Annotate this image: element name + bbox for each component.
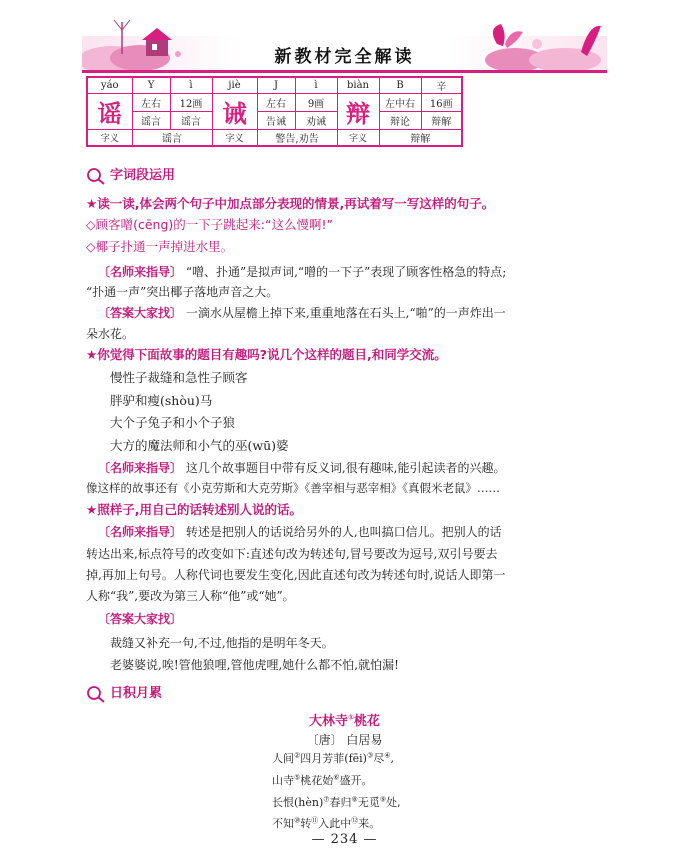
- meaning-cell: 警告,劝告: [257, 130, 337, 147]
- question-1: ★读一读,体会两个句子中加点部分表现的情景,再试着写一写这样的句子。: [86, 196, 495, 211]
- strokes-cell: 16画: [421, 94, 462, 112]
- radical-form-cell: 辛: [421, 77, 462, 94]
- meaning-cell: 辩解: [379, 130, 462, 147]
- section-title-text: 字词段运用: [110, 168, 176, 183]
- guide-text-continued: 人称“我”,要改为第三人称“他”或“她”。: [86, 589, 295, 603]
- pinyin-cell: yáo: [87, 77, 132, 94]
- guide-text-continued: 转达出来,标点符号的改变如下:直述句改为转述句,冒号要改为逗号,双引号要去: [86, 547, 498, 561]
- answer-tag: 〔答案大家找〕: [98, 612, 183, 626]
- book-title: 新教材完全解读: [274, 47, 415, 67]
- character-table: [86, 76, 463, 147]
- answer-paragraph-1: [98, 304, 506, 321]
- character-cell: 谣: [87, 94, 132, 130]
- radical-cell: J: [257, 77, 295, 94]
- answer-sentence: 裁缝又补充一句,不过,他指的是明年冬天。: [110, 636, 334, 650]
- word-cell: 劝诫: [295, 112, 337, 130]
- question-3: ★照样子,用自己的话转述别人说的话。: [86, 502, 302, 517]
- poem-line: 不知⑩转⑪入此中⑫来。: [272, 816, 381, 830]
- story-title: 胖驴和瘦(shòu)马: [110, 393, 213, 408]
- guide-paragraph-1: [98, 263, 506, 280]
- poem-line: 山寺⑤桃花始⑥盛开。: [272, 773, 373, 787]
- meaning-label-cell: 字义: [87, 130, 132, 147]
- guide-text-continued: 像这样的故事还有《小克劳斯和大克劳斯》《善宰相与恶宰相》《真假米老鼠》……: [86, 481, 500, 495]
- radical-cell: Y: [132, 77, 170, 94]
- meaning-label-cell: 字义: [337, 130, 379, 147]
- structure-cell: 左右: [257, 94, 295, 112]
- example-sentence-2: ◇椰子扑通一声掉进水里。: [86, 239, 234, 254]
- guide-text: 转述是把别人的话说给另外的人,也叫搞口信儿。把别人的话: [185, 525, 502, 539]
- structure-cell: 左中右: [379, 94, 421, 112]
- guide-text-continued: 掉,再加上句号。人称代词也要发生变化,因此直述句改为转述句时,说话人即第一: [86, 568, 506, 582]
- magnifier-icon: [86, 685, 106, 703]
- answer-tag: 〔答案大家找〕: [98, 306, 183, 320]
- answer-text: 一滴水从屋檐上掉下来,重重地落在石头上,“啪”的一声炸出一: [185, 306, 506, 320]
- meaning-cell: 谣言: [132, 130, 212, 147]
- word-cell: 告诫: [257, 112, 295, 130]
- story-title: 大方的魔法师和小气的巫(wū)婆: [110, 438, 289, 453]
- character-cell: 辩: [337, 94, 379, 130]
- character-cell: 诫: [212, 94, 257, 130]
- magnifier-icon: [86, 167, 106, 185]
- guide-text: 这几个故事题目中带有反义词,很有趣味,能引起读者的兴趣。: [185, 461, 506, 475]
- strokes-cell: 9画: [295, 94, 337, 112]
- guide-tag: 〔名师来指导〕: [98, 461, 183, 475]
- word-cell: 辩解: [421, 112, 462, 130]
- structure-cell: 左右: [132, 94, 170, 112]
- story-title: 大个子兔子和小个子狼: [110, 415, 236, 430]
- pinyin-cell: jiè: [212, 77, 257, 94]
- question-2: ★你觉得下面故事的题目有趣吗?说几个这样的题目,和同学交流。: [86, 347, 447, 362]
- answer-text-continued: 朵水花。: [86, 327, 135, 341]
- guide-text-continued: “扑通一声”突出椰子落地声音之大。: [86, 285, 279, 299]
- poem-title: 大林寺①桃花: [309, 713, 380, 729]
- radical-form-cell: ì: [295, 77, 337, 94]
- section-heading-daily-accumulation: [86, 682, 162, 703]
- header-rule: [82, 70, 607, 73]
- page-number: — 234 —: [311, 832, 378, 847]
- guide-paragraph-3: [98, 523, 502, 540]
- section-title-text: 日积月累: [110, 686, 163, 701]
- guide-tag: 〔名师来指导〕: [98, 265, 183, 279]
- section-heading-word-usage: [86, 164, 175, 185]
- word-cell: 谣言: [132, 112, 170, 130]
- guide-paragraph-2: [98, 459, 505, 476]
- strokes-cell: 12画: [170, 94, 212, 112]
- word-cell: 辩论: [379, 112, 421, 130]
- footnote-marker: ①: [348, 713, 354, 722]
- example-sentence-1: ◇顾客噌(cēng)的一下子跳起来:“这么慢啊!”: [86, 217, 333, 232]
- page-header: [82, 14, 607, 72]
- word-cell: 谣言: [170, 112, 212, 130]
- poem-line: 人间②四月芳菲(fēi)③尽④,: [272, 751, 395, 765]
- poem-author: 〔唐〕 白居易: [306, 733, 383, 747]
- meaning-label-cell: 字义: [212, 130, 257, 147]
- guide-tag: 〔名师来指导〕: [98, 525, 183, 539]
- pinyin-cell: biàn: [337, 77, 379, 94]
- radical-form-cell: ì: [170, 77, 212, 94]
- answer-sentence: 老婆婆说,唉!管他狼哩,管他虎哩,她什么都不怕,就怕漏!: [110, 658, 399, 672]
- story-title: 慢性子裁缝和急性子顾客: [110, 370, 248, 385]
- radical-cell: B: [379, 77, 421, 94]
- guide-text: “噌、扑通”是拟声词,“噌的一下子”表现了顾客性格急的特点;: [185, 265, 507, 279]
- poem-line: 长恨(hèn)⑦春归⑧无觅⑨处,: [272, 795, 401, 809]
